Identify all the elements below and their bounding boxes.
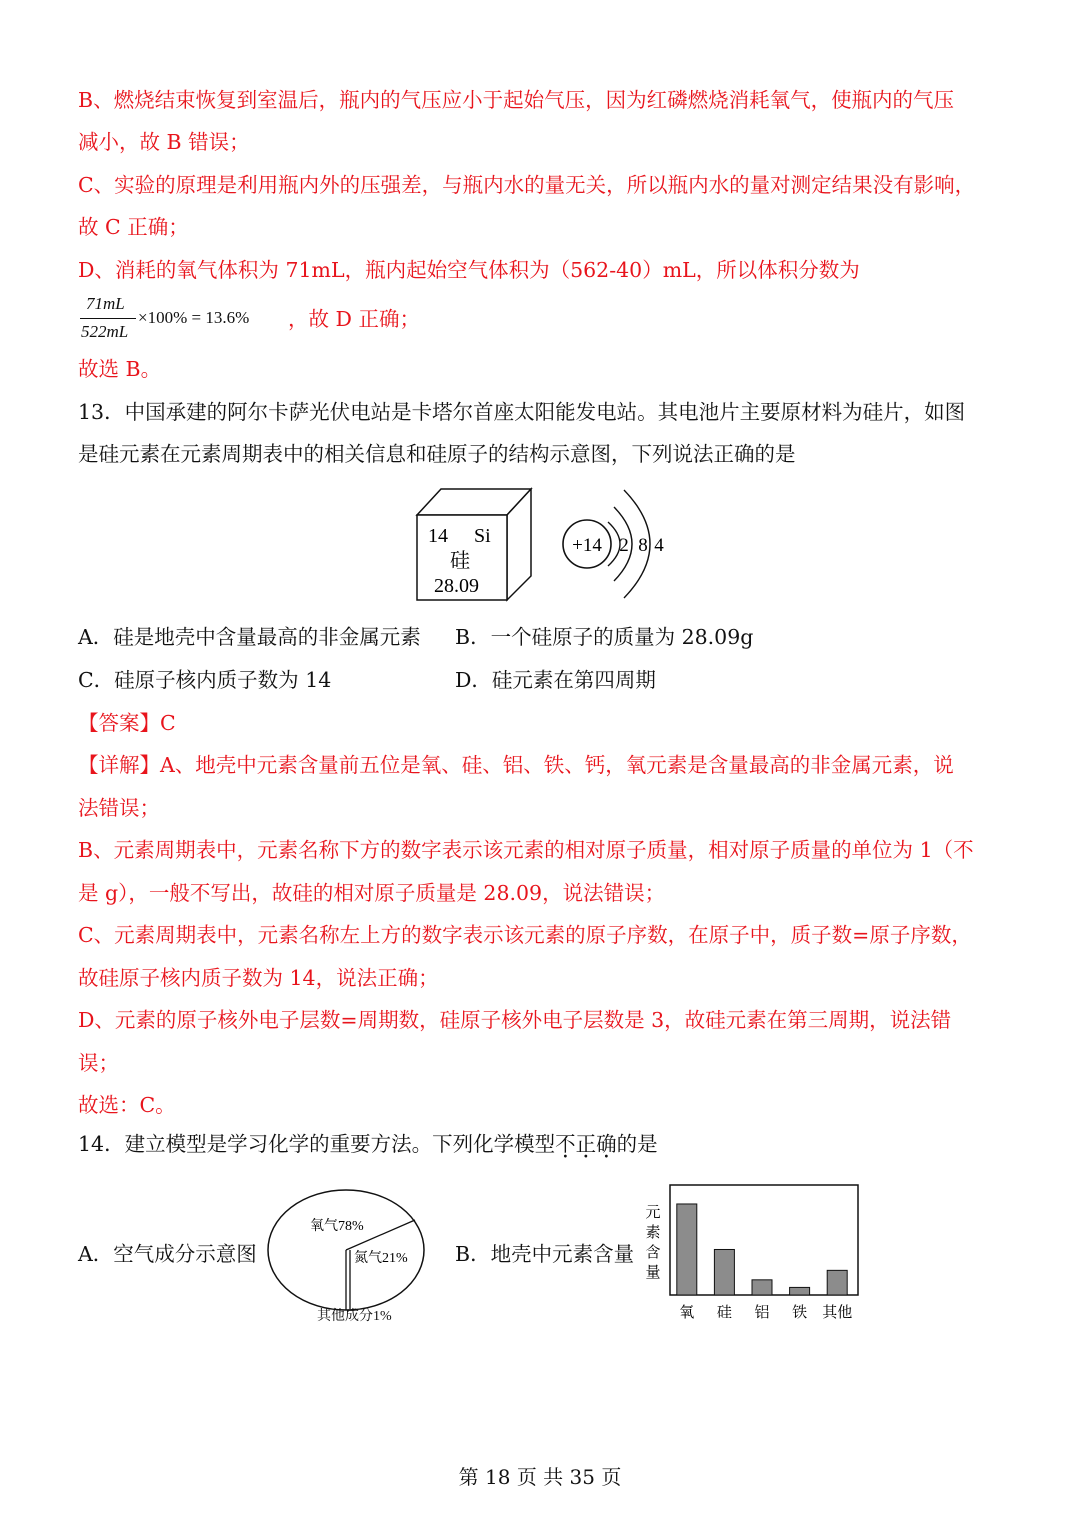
bar-4 (827, 1270, 847, 1295)
q13-final-answer: 故选：C。 (78, 1093, 176, 1117)
q13-stem-line1: 13．中国承建的阿尔卡萨光伏电站是卡塔尔首座太阳能发电站。其电池片主要原材料为硅片，如图 (78, 400, 966, 424)
formula-conclusion: ，故 D 正确； (288, 307, 420, 331)
q13-detail-a: 【详解】A、地壳中元素含量前五位是氧、硅、铝、铁、钙，氧元素是含量最高的非金属元素，说 (78, 753, 954, 777)
bar-3 (790, 1287, 810, 1295)
shell-electrons-3: 4 (654, 535, 664, 556)
final-answer-12: 故选 B。 (78, 357, 162, 381)
q13-answer: 【答案】C (78, 711, 176, 735)
q14-stem-text: 14．建立模型是学习化学的重要方法。下列化学模型 (78, 1132, 556, 1156)
nucleus-charge: +14 (572, 535, 602, 556)
explanation-line-d: D、消耗的氧气体积为 71mL，瓶内起始空气体积为（562-40）mL，所以体积分数为 (78, 258, 860, 282)
q13-option-a: A．硅是地壳中含量最高的非金属元素 (78, 625, 421, 649)
atom-structure-diagram (558, 484, 670, 604)
q13-option-d: D．硅元素在第四周期 (455, 668, 656, 692)
periodic-element-box (410, 484, 540, 604)
pie-label-oxygen: 氧气78% (310, 1219, 364, 1234)
q14-option-b: B．地壳中元素含量 (455, 1242, 635, 1266)
q13-detail-c-cont: 故硅原子核内质子数为 14，说法正确； (78, 966, 439, 990)
q13-detail-b-cont: 是 g），一般不写出，故硅的相对原子质量是 28.09，说法错误； (78, 881, 666, 905)
emphasis-char: 正 (575, 1132, 597, 1156)
x-tick-label: 其他 (822, 1305, 853, 1321)
q13-detail-b: B、元素周期表中，元素名称下方的数字表示该元素的相对原子质量，相对原子质量的单位为 1（不 (78, 838, 974, 862)
fraction-bar (80, 318, 136, 319)
atomic-mass: 28.09 (434, 575, 479, 597)
x-tick-label: 氧 (679, 1305, 695, 1321)
pie-label-other: 其他成分1% (317, 1309, 392, 1324)
y-label-char: 素 (645, 1225, 661, 1241)
explanation-line-b-cont: 减小，故 B 错误； (78, 130, 250, 154)
formula-rest: ×100% = 13.6% (138, 308, 250, 327)
q14-stem (78, 1130, 658, 1158)
q13-detail-d-cont: 误； (78, 1051, 119, 1075)
element-symbol: Si (474, 525, 491, 547)
q13-stem-line2: 是硅元素在元素周期表中的相关信息和硅原子的结构示意图，下列说法正确的是 (78, 442, 796, 466)
x-tick-label: 铁 (792, 1305, 808, 1321)
q13-option-b: B．一个硅原子的质量为 28.09g (455, 625, 754, 649)
formula-numerator: 71mL (86, 294, 125, 313)
x-axis-labels (679, 1303, 852, 1321)
q13-detail-a-cont: 法错误； (78, 796, 160, 820)
explanation-line-b: B、燃烧结束恢复到室温后，瓶内的气压应小于起始气压，因为红磷燃烧消耗氧气，使瓶内的气压 (78, 88, 955, 112)
element-name: 硅 (450, 550, 470, 572)
page-footer: 第 18 页 共 35 页 (458, 1465, 622, 1489)
explanation-line-c: C、实验的原理是利用瓶内外的压强差，与瓶内水的量无关，所以瓶内水的量对测定结果没有影响， (78, 173, 976, 197)
x-tick-label: 硅 (716, 1305, 732, 1321)
y-axis-label (645, 1204, 660, 1281)
q14-stem-end: 的是 (616, 1132, 658, 1156)
crust-element-bar-chart (640, 1180, 870, 1330)
formula-denominator: 522mL (81, 322, 129, 341)
explanation-line-c-cont: 故 C 正确； (78, 215, 189, 239)
q14-option-a: A．空气成分示意图 (78, 1242, 257, 1266)
x-tick-label: 铝 (754, 1305, 770, 1321)
y-label-char: 含 (645, 1245, 661, 1261)
shell-electrons-1: 2 (619, 535, 629, 556)
bar-1 (714, 1249, 734, 1295)
emphasis-char: 不 (555, 1132, 576, 1156)
bar-2 (752, 1280, 772, 1295)
q13-option-c: C．硅原子核内质子数为 14 (78, 668, 332, 692)
atomic-number: 14 (428, 525, 448, 547)
emphasis-char: 确 (596, 1132, 617, 1156)
shell-electrons-2: 8 (638, 535, 648, 556)
y-label-char: 元 (645, 1205, 661, 1221)
q13-detail-d: D、元素的原子核外电子层数=周期数，硅原子核外电子层数是 3，故硅元素在第三周期，说法错 (78, 1008, 952, 1032)
pie-label-nitrogen: 氮气21% (354, 1251, 408, 1266)
bar-0 (677, 1204, 697, 1295)
y-label-char: 量 (645, 1265, 661, 1281)
q13-detail-c: C、元素周期表中，元素名称左上方的数字表示该元素的原子序数，在原子中，质子数=原子序数， (78, 923, 972, 947)
